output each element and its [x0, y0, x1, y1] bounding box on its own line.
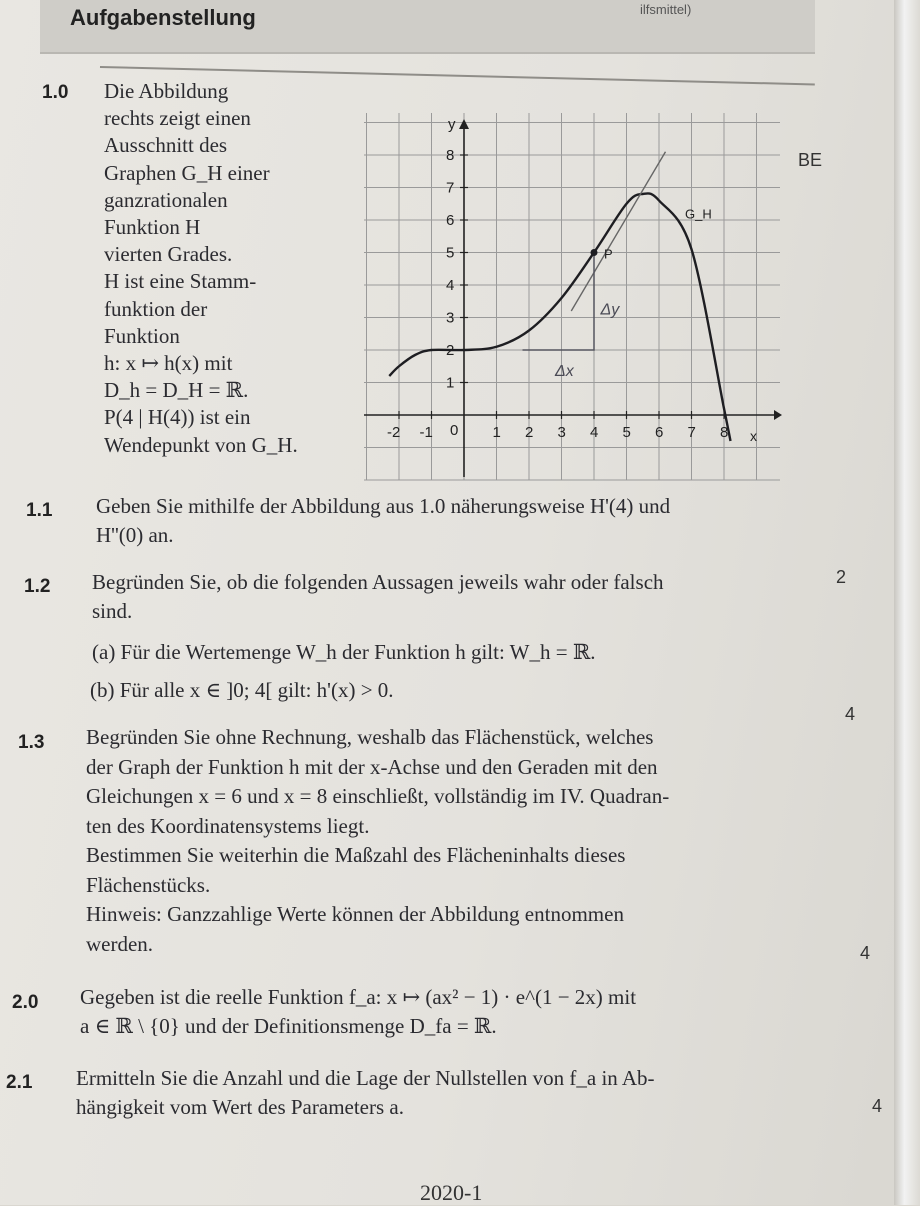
point-P-label: P [604, 246, 613, 262]
tick-label-x: 2 [525, 424, 534, 441]
be-points-2-1: 4 [872, 1096, 883, 1116]
task-1-2-item-b: (b) Für alle x ∈ ]0; 4[ gilt: h'(x) > 0. [90, 678, 394, 702]
text-line: Gleichungen x = 6 und x = 8 einschließt, vollständig im IV. Quadran- [86, 784, 670, 808]
text-line: Gegeben ist die reelle Funktion f_a: x ↦ (ax² − 1) · e^(1 − 2x) mit [80, 985, 637, 1009]
tick-label-y: 5 [446, 244, 455, 262]
tick-label-y: 7 [446, 179, 455, 197]
tick-label-x: 6 [655, 424, 664, 441]
delta-x-label: Δx [555, 363, 574, 380]
task-number-2-0: 2.0 [12, 992, 39, 1013]
text-line: sind. [92, 599, 133, 623]
text-line: Funktion H [104, 215, 201, 240]
tick-label-x: 3 [557, 424, 566, 441]
text-line: D_h = D_H = ℝ. [104, 378, 249, 403]
text-line: werden. [86, 931, 154, 956]
text-line: H''(0) an. [96, 523, 174, 547]
text-line: rechts zeigt einen [104, 106, 251, 131]
tick-label-y: 4 [446, 277, 455, 294]
text-line: H ist eine Stamm- [104, 269, 257, 294]
task-2-1-text [76, 1064, 816, 1122]
text-line: Ermitteln Sie die Anzahl und die Lage der Nullstellen von f_a in Ab- [76, 1066, 655, 1090]
text-line: Wendepunkt von G_H. [104, 432, 298, 457]
tick-label-x: 4 [590, 424, 599, 441]
text-line: Funktion [104, 323, 180, 348]
header-aside-text: ilfsmittel) [640, 2, 692, 17]
text-line: Graphen G_H einer [104, 160, 270, 185]
y-axis-arrow [459, 119, 469, 129]
text-line: ten des Koordinatensystems liegt. [86, 813, 370, 838]
tick-label-y: 2 [446, 342, 455, 359]
text-line: hängigkeit vom Wert des Parameters a. [76, 1095, 404, 1119]
task-1-3-text [86, 723, 806, 959]
text-line: Hinweis: Ganzzahlige Werte können der Abbildung entnommen [86, 902, 624, 926]
text-line: a ∈ ℝ \ {0} und der Definitionsmenge D_fa = ℝ. [80, 1014, 497, 1038]
be-header: BE [798, 150, 823, 170]
tick-label-y: 6 [446, 212, 455, 229]
tick-label-y: 1 [446, 374, 455, 392]
task-1-2-text [92, 568, 792, 626]
page-edge [894, 0, 920, 1205]
tick-label-x: -2 [387, 424, 401, 441]
text-line: Flächenstücks. [86, 872, 211, 897]
tick-label-x: 0 [450, 422, 459, 439]
tick-label-x: 1 [492, 424, 501, 441]
task-number-2-1: 2.1 [6, 1072, 33, 1093]
text-line: Ausschnitt des [104, 133, 228, 158]
tick-label-y: 3 [446, 309, 455, 327]
task-number-1-1: 1.1 [26, 500, 53, 521]
text-line: Begründen Sie, ob die folgenden Aussagen jeweils wahr oder falsch [92, 570, 664, 594]
text-line: Geben Sie mithilfe der Abbildung aus 1.0 näherungsweise H'(4) und [96, 494, 671, 518]
text-line: h: x ↦ h(x) mit [104, 351, 233, 376]
tick-label-y: 8 [446, 147, 455, 164]
y-axis-label: y [448, 116, 456, 133]
task-number-1-0: 1.0 [42, 82, 69, 103]
page-footer: 2020-1 [420, 1180, 483, 1205]
text-line: Bestimmen Sie weiterhin die Maßzahl des Flächeninhalts dieses [86, 843, 626, 867]
text-line: Die Abbildung [104, 79, 229, 103]
text-line: Begründen Sie ohne Rechnung, weshalb das Flächenstück, welches [86, 725, 654, 749]
section-title: Aufgabenstellung [70, 5, 256, 30]
graph-of-GH [362, 105, 782, 490]
text-line: ganzrationalen [104, 187, 228, 212]
delta-y-label: Δy [600, 301, 620, 319]
task-1-1-text [96, 492, 796, 550]
text-line: der Graph der Funktion h mit der x-Achse und den Geraden mit den [86, 754, 658, 779]
be-points-1-1: 2 [836, 567, 847, 587]
tick-label-x: 5 [622, 424, 631, 441]
task-number-1-2: 1.2 [24, 576, 51, 597]
task-2-0-text [80, 983, 820, 1041]
tangent-line [571, 152, 665, 311]
text-line: P(4 | H(4)) ist ein [104, 405, 251, 430]
tick-label-x: 8 [720, 424, 729, 441]
x-axis-arrow [774, 410, 782, 420]
point-P-marker [591, 249, 598, 256]
task-1-2-item-a: (a) Für die Wertemenge W_h der Funktion h gilt: W_h = ℝ. [92, 640, 596, 664]
tick-label-x: 7 [687, 424, 696, 441]
tick-label-x: -1 [419, 424, 433, 441]
text-line: vierten Grades. [104, 242, 233, 267]
be-points-1-2: 4 [845, 704, 856, 724]
be-points-1-3: 4 [860, 943, 871, 963]
curve-label: G_H [685, 206, 712, 222]
task-number-1-3: 1.3 [18, 732, 45, 753]
text-line: funktion der [104, 296, 208, 321]
x-axis-label: x [750, 428, 757, 444]
task-1-0-text [104, 78, 344, 459]
